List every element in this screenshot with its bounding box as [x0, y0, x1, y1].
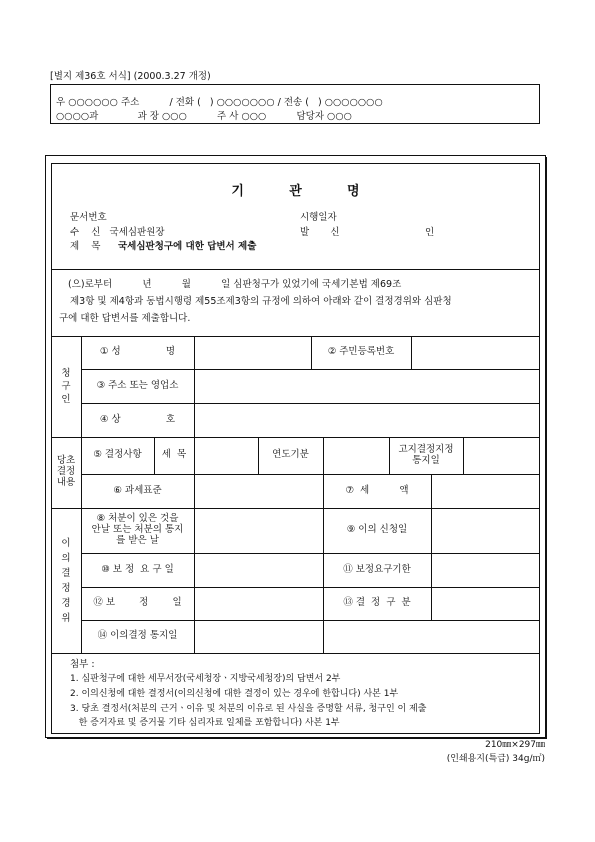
page-title: 기 관 명 — [231, 184, 360, 199]
table-bottom-line — [51, 653, 540, 654]
tax-amount-label: ⑦ 세 액 — [345, 484, 409, 496]
paper-spec: (인쇄용지(특급) 34g/㎡) — [446, 754, 545, 764]
trade-name-value-cell[interactable] — [195, 405, 538, 436]
intro-line-1: (으)로부터 년 월 일 심판청구가 있었기에 국세기본법 제69조 — [68, 279, 402, 290]
attachment-item: 3. 당초 결정서(처분의 근거ㆍ이유 및 처분의 이유로 된 사실을 증명할 서류, 청구인 이 제출 — [70, 704, 427, 714]
section-claimant-text: 청구인 — [61, 368, 71, 405]
attachment-item: 한 증거자료 및 증거물 기타 심리자료 일체를 포함합니다) 사본 1부 — [70, 718, 340, 728]
reg-no-value-cell[interactable] — [412, 338, 538, 368]
disposition-line-3: 내용 — [56, 476, 76, 488]
notice-received-label: ⑧ 처분이 있은 것을 안날 또는 처분의 통지 를 받은 날 — [91, 513, 184, 546]
attachment-item: 1. 심판청구에 대한 세무서장(국세청장ㆍ지방국세청장)의 답변서 2부 — [70, 674, 341, 684]
objection-date-value-cell[interactable] — [432, 510, 538, 552]
disposition-line-1: 당초 — [56, 455, 76, 467]
tax-base-value-cell[interactable] — [195, 476, 322, 507]
attachment-item: 2. 이의신청에 대한 결정서(이의신청에 대한 결정이 있는 경우에 한합니다) 사본 1부 — [70, 689, 399, 699]
correction-deadline-label: ⑪ 보정요구기한 — [343, 563, 411, 575]
notice-date-value-cell[interactable] — [464, 439, 538, 473]
name-label: ① 성 명 — [99, 346, 176, 358]
section-claimant — [51, 336, 81, 437]
decision-notice-date-value-cell[interactable] — [195, 622, 538, 652]
correction-date-value-cell[interactable] — [195, 589, 322, 619]
correction-deadline-value-cell[interactable] — [432, 555, 538, 586]
sender-address-line: 우 ○○○○○○ 주소 / 전화 ( ) ○○○○○○○ / 전송 ( ) ○○○○○○○ — [56, 97, 383, 108]
tax-item-value-cell[interactable] — [195, 439, 257, 473]
trade-name-label: ④ 상 호 — [99, 413, 176, 425]
correction-request-date-label: ⑩ 보 정 요 구 일 — [101, 563, 174, 575]
tax-base-label: ⑥ 과세표준 — [113, 484, 162, 496]
decision-type-value-cell[interactable] — [432, 589, 538, 619]
address-value-cell[interactable] — [195, 371, 538, 402]
reg-no-label: ② 주민등록번호 — [327, 346, 395, 358]
year-period-value-cell[interactable] — [324, 439, 388, 473]
frame-shadow-bottom — [47, 737, 547, 739]
issue-date-label: 시행일자 — [300, 212, 337, 223]
objection-date-label: ⑨ 이의 신청일 — [346, 524, 408, 536]
decision-item-label: ⑤ 결정사항 — [93, 449, 142, 461]
disposition-line-2: 결정 — [56, 466, 76, 478]
tax-amount-value-cell[interactable] — [432, 476, 538, 507]
notice-received-value-cell[interactable] — [195, 510, 322, 552]
frame-shadow-right — [545, 157, 547, 739]
seal-label: 인 — [425, 227, 435, 238]
paper-size: 210㎜×297㎜ — [485, 740, 545, 750]
doc-number-label: 문서번호 — [70, 212, 107, 223]
sender-staff-line: ○○○○과 과 장 ○○○ 주 사 ○○○ 담당자 ○○○ — [56, 111, 352, 122]
intro-line-3: 구에 대한 답변서를 제출합니다. — [59, 313, 191, 324]
sender-label: 발 신 — [300, 227, 340, 238]
year-period-label: 연도기분 — [272, 449, 309, 461]
tax-item-label: 세 목 — [161, 449, 187, 461]
address-label: ③ 주소 또는 영업소 — [96, 379, 179, 391]
decision-notice-date-label: ⑭ 이의결정 통지일 — [97, 630, 178, 642]
recipient-label: 수 신 국세심판원장 — [70, 227, 165, 238]
name-value-cell[interactable] — [195, 338, 310, 368]
intro-line-2: 제3항 및 제4항과 동법시행령 제55조제3항의 규정에 의하여 아래와 같이 결정경위와 심판청 — [70, 296, 452, 307]
notice-date-label: 고지결정지정 통지일 — [398, 443, 454, 466]
section-objection — [51, 508, 81, 653]
section-objection-text: 이의결정경위 — [61, 537, 71, 624]
divider — [51, 269, 540, 270]
form-reference: [별지 제36호 서식] (2000.3.27 개정) — [50, 71, 211, 82]
section-disposition — [51, 437, 81, 508]
subject-label: 제 목 — [70, 241, 101, 252]
decision-type-label: ⑬ 결 정 구 분 — [343, 597, 411, 609]
correction-request-date-value-cell[interactable] — [195, 555, 322, 586]
subject-value: 국세심판청구에 대한 답변서 제출 — [118, 241, 257, 252]
correction-date-label: ⑫ 보 정 일 — [93, 597, 182, 609]
attachments-heading: 첨부 : — [70, 659, 95, 670]
